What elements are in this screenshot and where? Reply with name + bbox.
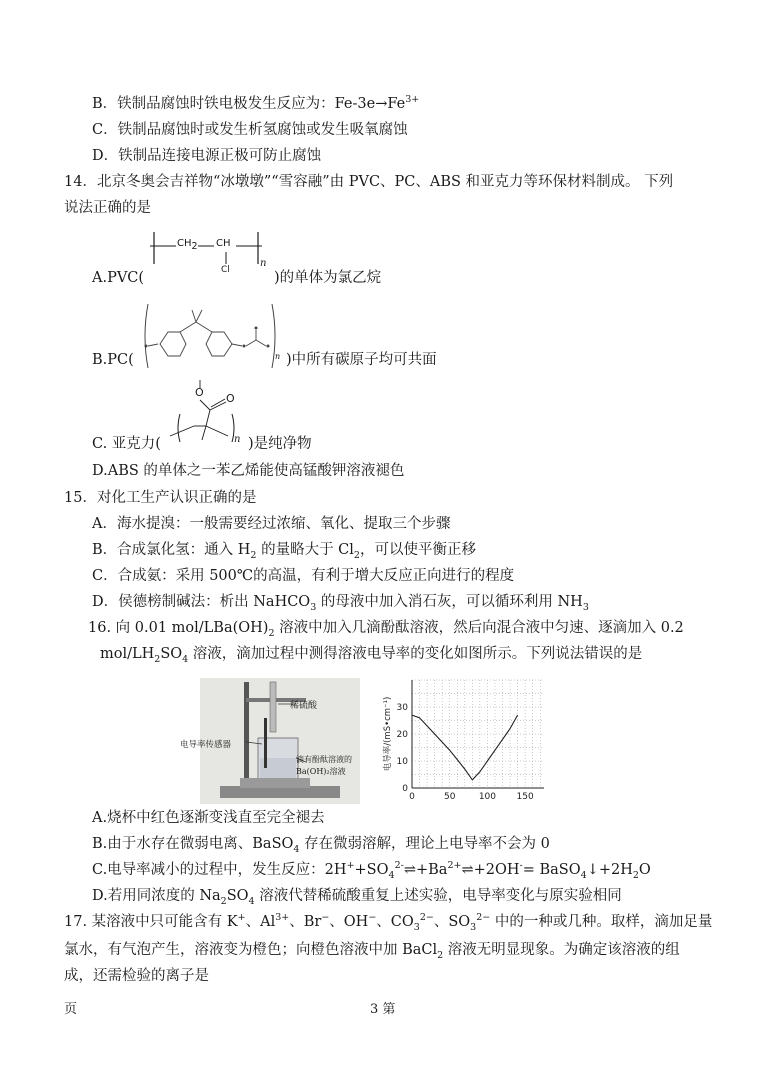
q14-stem-line1: 14．北京冬奥会吉祥物“冰墩墩”“雪容融”由 PVC、PC、ABS 和亚克力等环保材料制成。 下列: [64, 174, 674, 190]
x-tick-label: 0: [409, 792, 415, 802]
y-tick-label: 0: [402, 784, 408, 794]
label-dilute-sulfuric-acid: 稀硫酸: [290, 701, 318, 711]
q14-option-b-prefix: B.PC(: [92, 352, 134, 368]
q14-option-a-prefix: A.PVC(: [92, 270, 145, 286]
y-axis-label: 电导率/(mS•cm⁻¹): [383, 696, 393, 772]
conductivity-chart: [380, 674, 550, 806]
q13-option-d: D．铁制品连接电源正极可防止腐蚀: [92, 148, 322, 164]
x-tick-label: 50: [443, 792, 456, 802]
x-tick-label: 100: [478, 792, 497, 802]
q14-option-c-suffix: )是纯净物: [248, 436, 312, 452]
label-solution-line1: 滴有酚酞溶液的: [296, 755, 352, 764]
q13-option-b: B．铁制品腐蚀时铁电极发生反应为：$Fe-3e\to Fe^{3+}$: [92, 94, 420, 112]
conductivity-chart-svg: [380, 674, 550, 806]
x-tick-label: 150: [516, 792, 534, 802]
pvc-cl-label: Cl: [221, 265, 230, 275]
pc-structure: [140, 300, 288, 372]
q14-stem-line2: 说法正确的是: [64, 200, 151, 216]
q17-stem-line1: 17. 某溶液中只可能含有 K+、$Al^{3+}$、Br−、OH−、$CO_3^{2-}$、$SO_3^{2-}$ 中的一种或几种。取样，滴加足量: [64, 912, 713, 933]
q15-option-c: C．合成氨：采用 500℃的高温，有利于增大反应正向进行的程度: [92, 568, 515, 584]
y-tick-label: 20: [396, 730, 408, 740]
q14-option-a-suffix: )的单体为氯乙烷: [274, 270, 382, 286]
q16-option-a: A.烧杯中红色逐渐变浅直至完全褪去: [92, 810, 325, 826]
pvc-n-label: n: [260, 258, 267, 269]
pvc-ch-label: CH: [216, 238, 231, 249]
experiment-apparatus-image: [180, 678, 360, 804]
pvc-structure: [150, 228, 268, 280]
acrylic-n-label: n: [234, 434, 241, 445]
q15-stem: 15．对化工生产认识正确的是: [64, 490, 257, 506]
y-tick-label: 30: [396, 703, 408, 713]
q13-option-c: C．铁制品腐蚀时或发生析氢腐蚀或发生吸氧腐蚀: [92, 122, 408, 138]
pc-n-label: n: [275, 352, 281, 361]
q16-option-b: B.由于水存在微弱电离、BaSO$_4$ 存在微弱溶解，理论上电导率不会为 0: [92, 836, 550, 855]
q16-stem-line2: mol/$LH_2SO_4$ 溶液，滴加过程中测得溶液电导率的变化如图所示。下列说法错误的是: [100, 646, 643, 665]
footer-left: 页: [64, 1002, 78, 1017]
q15-option-d: D．侯德榜制碱法：析出 NaHCO$_3$ 的母液中加入消石灰，可以循环利用 $NH_3$: [92, 594, 589, 613]
q14-option-b-suffix: )中所有碳原子均可共面: [286, 352, 437, 368]
q16-stem-line1: 16. 向 0.01 mol/$LBa(OH)_2$ 溶液中加入几滴酚酞溶液，然后向混合液中匀速、逐滴加入 0.2: [88, 620, 684, 639]
q14-option-d: D.ABS 的单体之一苯乙烯能使高锰酸钾溶液褪色: [92, 463, 405, 479]
q17-stem-line3: 成，还需检验的离子是: [64, 968, 209, 984]
q14-option-c-prefix: C. 亚克力(: [92, 436, 161, 452]
label-conductivity-sensor: 电导率传感器: [180, 740, 232, 750]
page-number: 3 第: [370, 1002, 396, 1017]
acrylic-o2-label: O: [226, 392, 235, 405]
y-tick-label: 10: [396, 757, 408, 767]
label-solution-line2: Ba(OH)₂溶液: [296, 767, 346, 776]
q15-option-b: B．合成氯化氢：通入 $H_2$ 的量略大于 $Cl_2$，可以使平衡正移: [92, 542, 476, 561]
acrylic-o1-label: O: [195, 386, 204, 399]
pvc-ch2-label: $CH_2$: [177, 238, 198, 252]
q16-option-c: C.电导率减小的过程中，发生反应：$2H^++SO_4^{2-}\rightleftharpoons+Ba^{2+}\rightleftharpoons+2OH^-=$ $BaSO_4↓+2H_2O$: [92, 860, 651, 881]
q17-stem-line2: 氯水，有气泡产生，溶液变为橙色；向橙色溶液中加 BaCl$_2$ 溶液无明显现象。为确定该溶液的组: [64, 942, 680, 961]
acrylic-structure: [166, 376, 256, 448]
q15-option-a: A．海水提溴：一般需要经过浓缩、氧化、提取三个步骤: [92, 516, 451, 532]
q16-option-d: D.若用同浓度的 $Na_2SO_4$ 溶液代替稀硫酸重复上述实验，电导率变化与原实验相同: [92, 888, 622, 907]
